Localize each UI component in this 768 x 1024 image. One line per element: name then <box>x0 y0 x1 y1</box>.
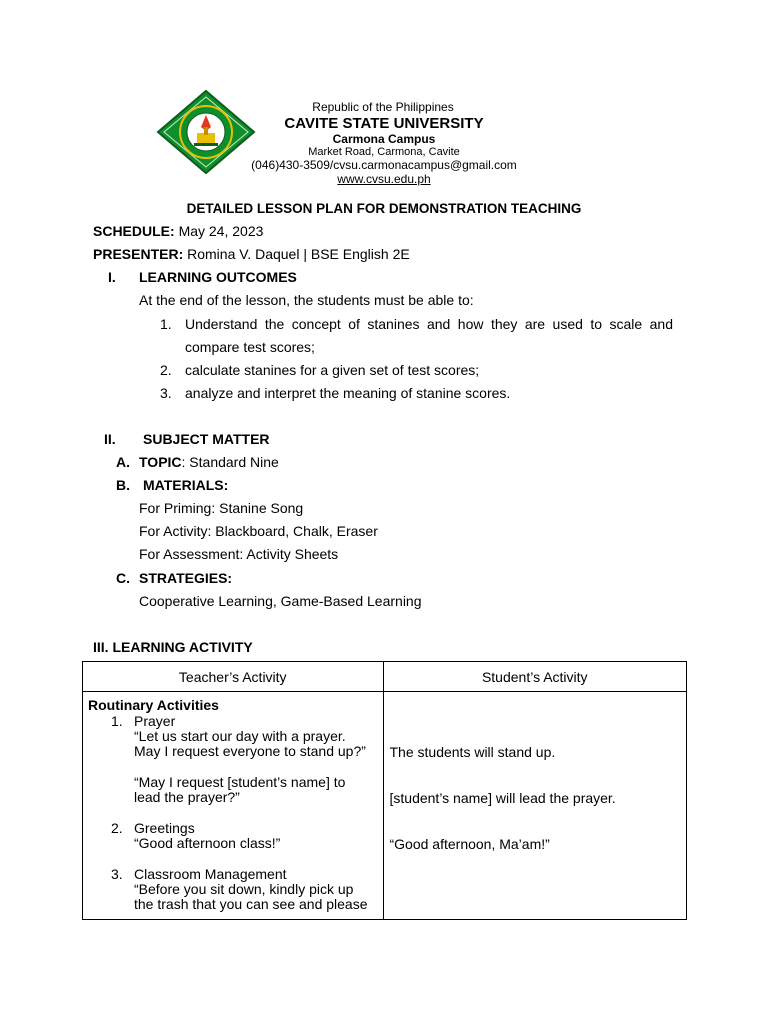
outcome-3-num: 3. <box>160 385 172 401</box>
topic-label: TOPIC <box>139 454 182 470</box>
topic-letter: A. <box>116 454 130 470</box>
campus-name: Carmona Campus <box>332 132 436 146</box>
strategies-letter: C. <box>116 570 130 586</box>
outcome-1-line2: compare test scores; <box>185 339 315 355</box>
table-row <box>83 692 687 920</box>
material-item-assessment: For Assessment: Activity Sheets <box>139 546 339 562</box>
strategies-value: Cooperative Learning, Game-Based Learning <box>139 593 422 609</box>
presenter-value: Romina V. Daquel | BSE English 2E <box>187 246 410 262</box>
classroom-label: Classroom Management <box>134 866 287 882</box>
schedule-label: SCHEDULE: <box>93 223 175 239</box>
classroom-quote-2: the trash that you can see and please <box>134 896 368 912</box>
section1-intro: At the end of the lesson, the students must be able to: <box>139 292 474 308</box>
outcome-1-num: 1. <box>160 316 172 332</box>
material-item-priming: For Priming: Stanine Song <box>139 500 304 516</box>
greetings-quote: “Good afternoon class!” <box>134 835 281 851</box>
contact-line: (046)430-3509/cvsu.carmonacampus@gmail.com <box>251 158 517 172</box>
address-line: Market Road, Carmona, Cavite <box>308 146 460 158</box>
outcome-2-num: 2. <box>160 362 172 378</box>
presenter-row <box>93 246 410 262</box>
student-cell <box>383 692 687 920</box>
section3-title: III. LEARNING ACTIVITY <box>93 639 253 655</box>
strategies-label: STRATEGIES: <box>139 570 233 586</box>
topic-value: : Standard Nine <box>181 454 279 470</box>
teacher-cell <box>83 692 384 920</box>
greetings-num: 2. <box>111 820 123 836</box>
section2-title: SUBJECT MATTER <box>143 431 270 447</box>
prayer-quote-2: May I request everyone to stand up?” <box>134 743 366 759</box>
schedule-row <box>93 223 263 239</box>
col-teacher-header: Teacher’s Activity <box>83 662 384 692</box>
material-item-activity: For Activity: Blackboard, Chalk, Eraser <box>139 523 378 539</box>
section1-title: LEARNING OUTCOMES <box>139 269 297 285</box>
student-greet: “Good afternoon, Ma’am!” <box>389 836 550 852</box>
website-link[interactable]: www.cvsu.edu.ph <box>337 172 431 186</box>
materials-letter: B. <box>116 477 130 493</box>
prayer-quote-3: “May I request [student’s name] to <box>134 774 346 790</box>
schedule-value: May 24, 2023 <box>178 223 264 239</box>
section1-num: I. <box>108 269 116 285</box>
learning-activity-table <box>82 661 687 920</box>
classroom-quote-1: “Before you sit down, kindly pick up <box>134 881 354 897</box>
col-student-header: Student’s Activity <box>383 662 687 692</box>
routinary-heading: Routinary Activities <box>88 697 219 713</box>
student-lead: [student’s name] will lead the prayer. <box>389 790 616 806</box>
prayer-num: 1. <box>111 713 123 729</box>
presenter-label: PRESENTER: <box>93 246 184 262</box>
greetings-label: Greetings <box>134 820 195 836</box>
topic-row <box>139 454 279 470</box>
doc-title: DETAILED LESSON PLAN FOR DEMONSTRATION TEACHING <box>186 201 582 216</box>
classroom-num: 3. <box>111 866 123 882</box>
student-stand: The students will stand up. <box>389 744 556 760</box>
materials-label: MATERIALS: <box>143 477 229 493</box>
university-name: CAVITE STATE UNIVERSITY <box>284 115 484 132</box>
prayer-label: Prayer <box>134 713 176 729</box>
republic-line: Republic of the Philippines <box>312 100 454 114</box>
outcome-2-line1: calculate stanines for a given set of test scores; <box>185 362 480 378</box>
prayer-quote-1: “Let us start our day with a prayer. <box>134 728 346 744</box>
section2-num: II. <box>104 431 116 447</box>
outcome-1-line1: Understand the concept of stanines and how they are used to scale and <box>185 316 673 332</box>
table-header-row <box>83 662 687 692</box>
prayer-quote-4: lead the prayer?” <box>134 789 240 805</box>
outcome-3-line1: analyze and interpret the meaning of stanine scores. <box>185 385 511 401</box>
